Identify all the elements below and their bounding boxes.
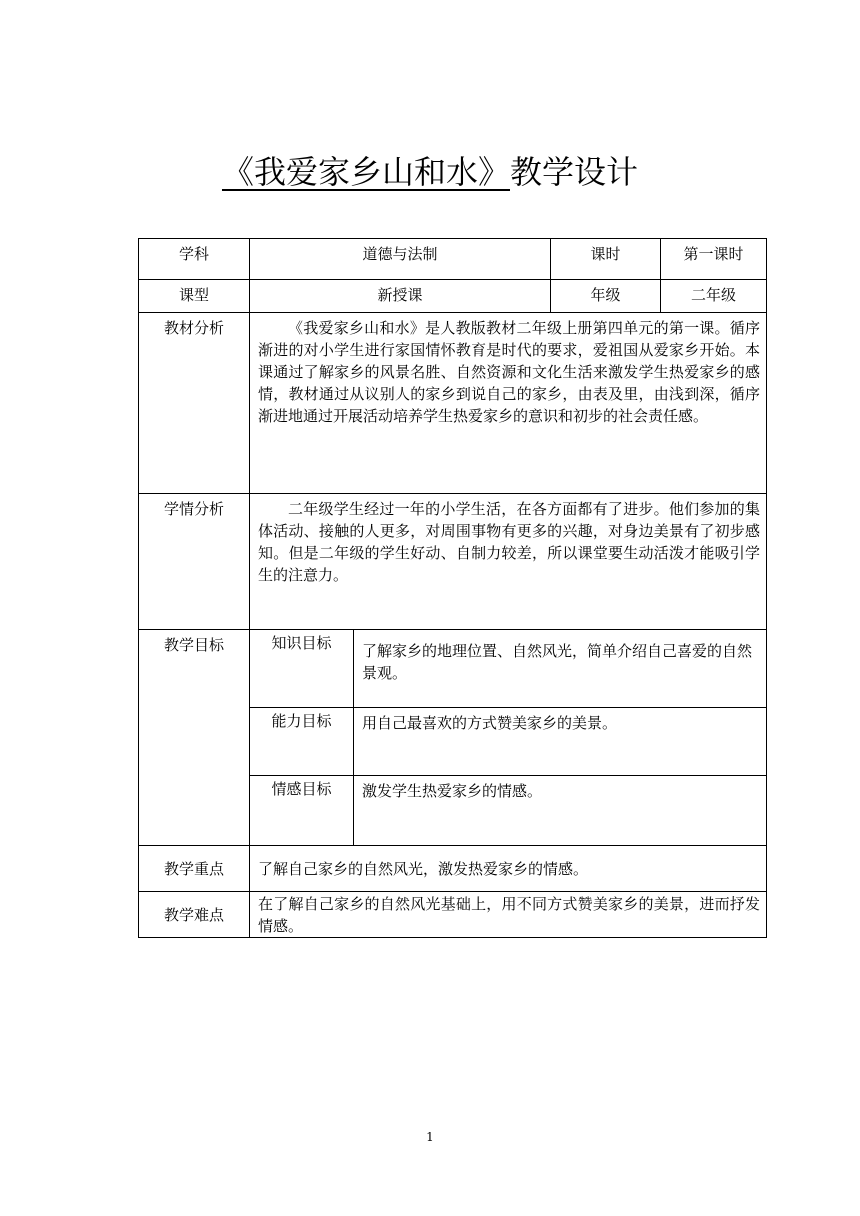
table-row xyxy=(139,494,767,630)
table-row xyxy=(139,239,767,280)
material-analysis-text: 《我爱家乡山和水》是人教版教材二年级上册第四单元的第一课。循序渐进的对小学生进行家国情怀教育是时代的要求，爱祖国从爱家乡开始。本课通过了解家乡的风景名胜、自然资源和文化生活来激发学生热爱家乡的感情，教材通过从议别人的家乡到说自己的家乡，由表及里，由浅到深，循序渐进地通过开展活动培养学生热爱家乡的意识和初步的社会责任感。 xyxy=(250,313,767,494)
table-row xyxy=(139,892,767,938)
table-row xyxy=(139,630,767,708)
student-analysis-text: 二年级学生经过一年的小学生活，在各方面都有了进步。他们参加的集体活动、接触的人更多，对周围事物有更多的兴趣，对身边美景有了初步感知。但是二年级的学生好动、自制力较差，所以课堂要生动活泼才能吸引学生的注意力。 xyxy=(250,494,767,630)
lesson-plan-table xyxy=(138,238,767,938)
emotion-goal-text: 激发学生热爱家乡的情感。 xyxy=(354,776,767,846)
material-analysis-label: 教材分析 xyxy=(139,313,250,494)
title-suffix: 教学设计 xyxy=(510,153,639,191)
grade-label: 年级 xyxy=(551,280,661,313)
document-title xyxy=(0,150,860,194)
subject-label: 学科 xyxy=(139,239,250,280)
ability-goal-label: 能力目标 xyxy=(250,708,354,776)
period-label: 课时 xyxy=(551,239,661,280)
type-label: 课型 xyxy=(139,280,250,313)
knowledge-goal-text: 了解家乡的地理位置、自然风光，简单介绍自己喜爱的自然景观。 xyxy=(354,630,767,708)
ability-goal-text: 用自己最喜欢的方式赞美家乡的美景。 xyxy=(354,708,767,776)
teaching-goals-label: 教学目标 xyxy=(139,630,250,846)
period-value: 第一课时 xyxy=(661,239,767,280)
subject-value: 道德与法制 xyxy=(250,239,551,280)
page-number: 1 xyxy=(426,1130,434,1144)
emotion-goal-label: 情感目标 xyxy=(250,776,354,846)
table-row xyxy=(139,280,767,313)
table-row xyxy=(139,846,767,892)
knowledge-goal-label: 知识目标 xyxy=(250,630,354,708)
grade-value: 二年级 xyxy=(661,280,767,313)
title-book-name: 《我爱家乡山和水》 xyxy=(221,153,510,191)
table-row xyxy=(139,313,767,494)
type-value: 新授课 xyxy=(250,280,551,313)
teaching-focus-text: 了解自己家乡的自然风光，激发热爱家乡的情感。 xyxy=(250,846,767,892)
teaching-difficulty-text: 在了解自己家乡的自然风光基础上，用不同方式赞美家乡的美景，进而抒发情感。 xyxy=(250,892,767,938)
teaching-difficulty-label: 教学难点 xyxy=(139,892,250,938)
student-analysis-label: 学情分析 xyxy=(139,494,250,630)
teaching-focus-label: 教学重点 xyxy=(139,846,250,892)
